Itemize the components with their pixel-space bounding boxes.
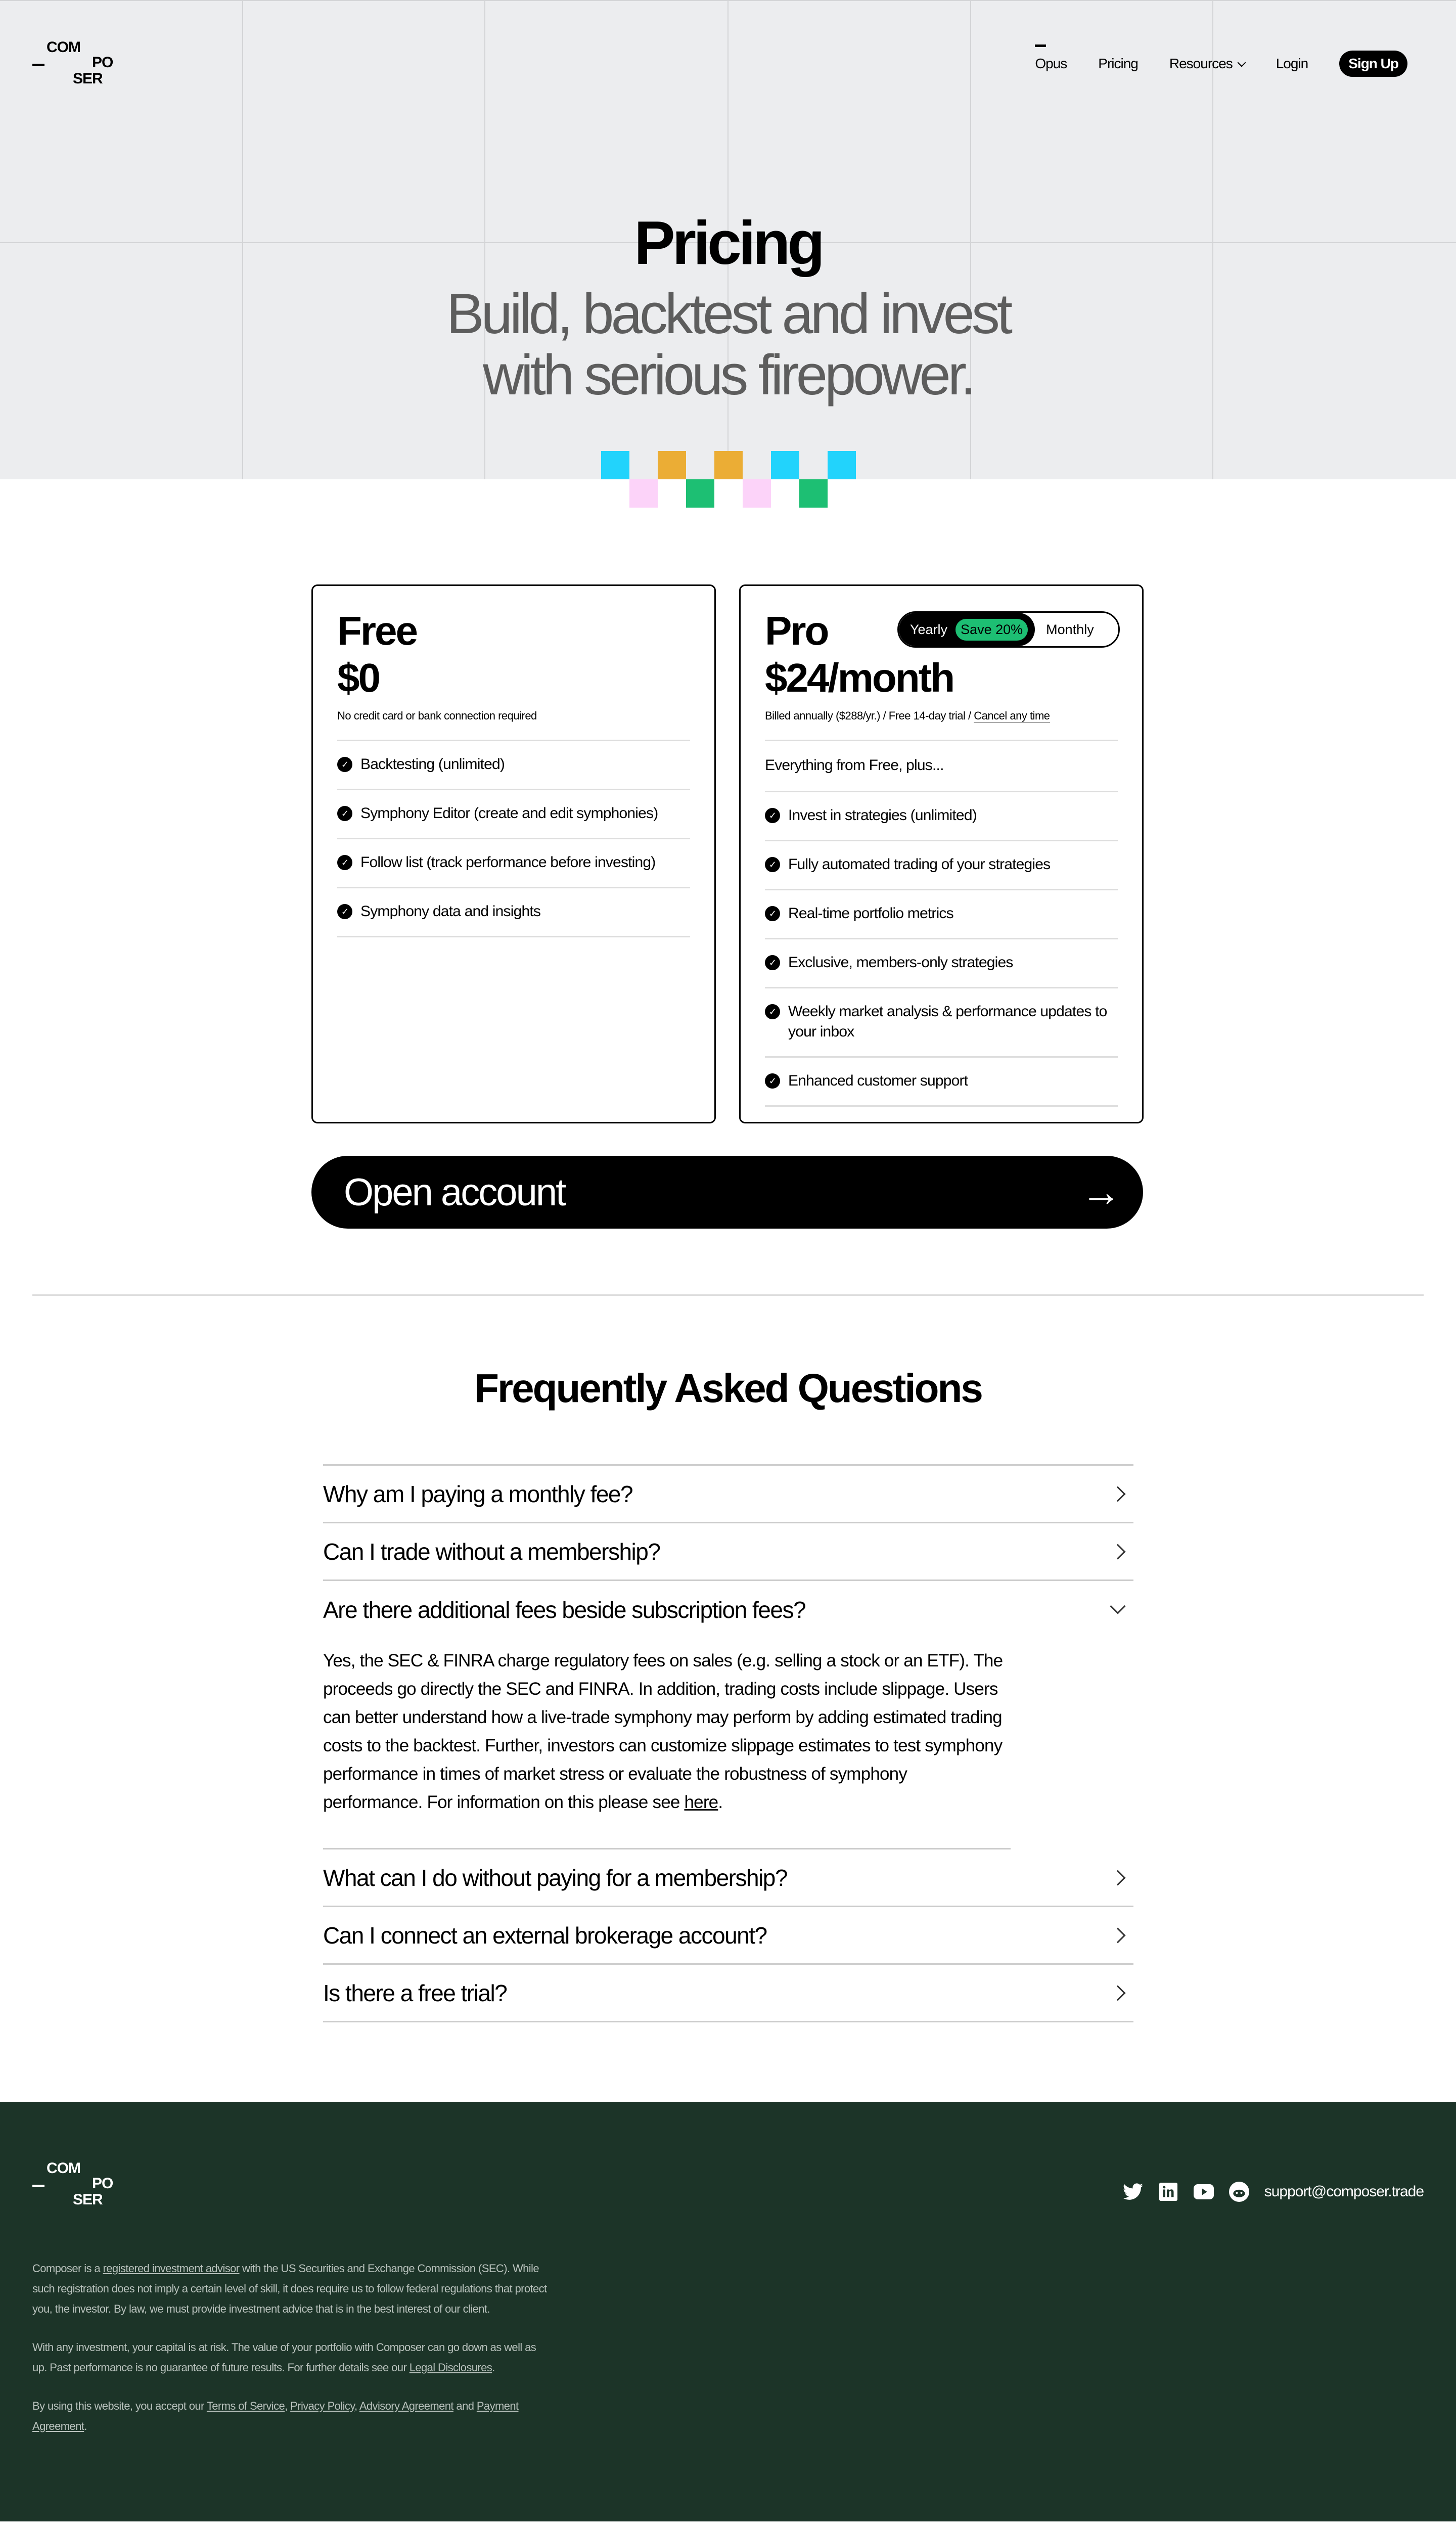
chevron-right-icon	[1110, 1985, 1125, 2001]
youtube-icon[interactable]	[1194, 2182, 1214, 2202]
payment-agreement-link[interactable]: Payment Agreement	[32, 2400, 519, 2432]
feature-item	[337, 839, 690, 888]
subtitle-line: Build, backtest and invest	[446, 282, 1010, 345]
faq-question[interactable]	[323, 1849, 1133, 1907]
feature-item	[765, 988, 1118, 1058]
linkedin-icon[interactable]	[1158, 2182, 1178, 2202]
feature-item	[765, 841, 1118, 890]
chevron-right-icon	[1110, 1927, 1125, 1943]
chevron-right-icon	[1110, 1486, 1125, 1502]
feature-label: Follow list (track performance before investing)	[360, 854, 656, 871]
chevron-down-icon	[1110, 1598, 1125, 1614]
registered-advisor-link[interactable]: registered investment advisor	[103, 2262, 240, 2275]
question-text: Can I trade without a membership?	[323, 1538, 660, 1565]
check-circle-icon: ✓	[337, 855, 352, 870]
feature-label: Invest in strategies (unlimited)	[788, 807, 977, 824]
twitter-icon[interactable]	[1123, 2182, 1143, 2202]
plan-note: No credit card or bank connection required	[337, 709, 690, 741]
feature-item	[765, 792, 1118, 841]
pixel-block	[629, 479, 658, 508]
pixel-block	[799, 479, 828, 508]
faq-question[interactable]	[323, 1466, 1133, 1523]
text: and	[453, 2400, 477, 2412]
grid-line	[0, 0, 1456, 1]
here-link[interactable]: here	[684, 1792, 718, 1812]
chevron-right-icon	[1110, 1544, 1125, 1559]
logo-text: SER	[73, 2191, 103, 2208]
text: ,	[285, 2400, 291, 2412]
feature-label: Backtesting (unlimited)	[360, 756, 505, 773]
feature-label: Fully automated trading of your strategies	[788, 856, 1051, 873]
feature-label: Symphony Editor (create and edit symphonies)	[360, 805, 658, 822]
text: Composer is a	[32, 2262, 103, 2275]
hero-section	[0, 0, 1456, 479]
feature-item	[765, 939, 1118, 988]
chevron-down-icon	[1237, 59, 1246, 67]
subtitle-line: with serious firepower.	[482, 343, 974, 407]
feature-item	[337, 741, 690, 790]
nav-login[interactable]: Login	[1276, 56, 1308, 71]
legal-paragraph	[32, 2337, 548, 2378]
plan-name: Pro	[765, 608, 828, 653]
logo-text: SER	[73, 70, 103, 87]
billing-toggle[interactable]	[897, 611, 1120, 648]
legal-disclosures-link[interactable]: Legal Disclosures	[409, 2361, 492, 2374]
logo-text: PO	[92, 2175, 113, 2192]
logo-dash	[32, 64, 44, 66]
question-text: Are there additional fees beside subscription fees?	[323, 1597, 806, 1623]
plan-name: Free	[337, 608, 417, 653]
open-account-label: Open account	[344, 1170, 565, 1214]
support-email-link[interactable]: support@composer.trade	[1264, 2183, 1424, 2200]
text: .	[84, 2420, 87, 2432]
logo-text: COM	[47, 2160, 80, 2177]
faq-title: Frequently Asked Questions	[474, 1366, 982, 1411]
footer-logo[interactable]	[32, 2157, 123, 2218]
check-circle-icon: ✓	[765, 1004, 780, 1019]
reddit-icon[interactable]	[1229, 2182, 1249, 2202]
arrow-right-icon: →	[1081, 1169, 1120, 1214]
signup-button[interactable]: Sign Up	[1339, 51, 1407, 77]
check-circle-icon: ✓	[765, 808, 780, 823]
check-circle-icon: ✓	[765, 906, 780, 921]
text: With any investment, your capital is at risk. The value of your portfolio with Composer can go down as well as up. Past performance is no guarantee of future results. For further details see our	[32, 2341, 536, 2374]
nav-resources-label: Resources	[1169, 56, 1233, 71]
feature-item	[337, 888, 690, 937]
intro-label: Everything from Free, plus...	[765, 757, 944, 774]
question-text: What can I do without paying for a membership?	[323, 1864, 787, 1891]
feature-item	[765, 1058, 1118, 1107]
open-account-button[interactable]	[311, 1156, 1143, 1229]
note-text: Billed annually ($288/yr.) / Free 14-day trial /	[765, 709, 974, 722]
faq-question[interactable]	[323, 1523, 1133, 1581]
check-circle-icon: ✓	[765, 955, 780, 970]
nav-opus[interactable]: Opus	[1035, 56, 1067, 71]
feature-label: Real-time portfolio metrics	[788, 905, 953, 922]
text: with the US Securities and Exchange Commission (SEC). While such registration does not imply a certain level of skill, it does require us to follow federal regulations that protect you, the investor. By law, we must provide investment advice that is in the best interest of our client.	[32, 2262, 547, 2315]
legal-text	[32, 2259, 548, 2436]
free-plan-card	[311, 584, 716, 1123]
nav-pricing[interactable]: Pricing	[1098, 56, 1138, 71]
yearly-label: Yearly	[910, 621, 948, 637]
check-circle-icon: ✓	[765, 857, 780, 872]
answer-end: .	[718, 1792, 723, 1812]
toggle-yearly[interactable]	[899, 613, 1035, 646]
faq-question[interactable]	[323, 1907, 1133, 1965]
pixel-block	[601, 451, 629, 479]
composer-logo[interactable]	[32, 36, 123, 97]
page-title: Pricing	[634, 208, 822, 277]
plan-price: $24/month	[765, 655, 954, 700]
faq-answer	[323, 1639, 1011, 1849]
check-circle-icon: ✓	[765, 1073, 780, 1089]
logo-text: PO	[92, 54, 113, 71]
chevron-right-icon	[1110, 1870, 1125, 1885]
feature-label: Weekly market analysis & performance updates to your inbox	[788, 1003, 1107, 1040]
terms-link[interactable]: Terms of Service	[206, 2400, 285, 2412]
faq-question[interactable]	[323, 1965, 1133, 2022]
feature-item	[765, 890, 1118, 939]
text: ,	[354, 2400, 359, 2412]
pixel-block	[714, 451, 743, 479]
text: .	[492, 2361, 495, 2374]
cancel-any-time-link[interactable]: Cancel any time	[974, 709, 1050, 722]
question-text: Is there a free trial?	[323, 1979, 507, 2006]
plan-note	[765, 709, 1118, 741]
plan-price: $0	[337, 655, 379, 700]
logo-dash	[32, 2185, 44, 2187]
pixel-block	[771, 451, 799, 479]
legal-paragraph	[32, 2396, 548, 2436]
feature-label: Exclusive, members-only strategies	[788, 954, 1013, 971]
social-links	[1123, 2182, 1424, 2202]
advisory-agreement-link[interactable]: Advisory Agreement	[359, 2400, 453, 2412]
toggle-monthly[interactable]: Monthly	[1046, 621, 1094, 637]
answer-text: Yes, the SEC & FINRA charge regulatory fees on sales (e.g. selling a stock or an ETF). The proceeds go directly the SEC and FINRA. In addition, trading costs include slippage. Users can better understand how a live-trade symphony may perform by adding estimated trading costs to the backtest. Further, investors can customize slippage estimates to test symphony performance in times of market stress or evaluate the robustness of symphony performance. For information on this please see	[323, 1651, 1003, 1812]
text: By using this website, you accept our	[32, 2400, 207, 2412]
pro-plan-card	[739, 584, 1144, 1123]
privacy-link[interactable]: Privacy Policy	[290, 2400, 355, 2412]
check-circle-icon: ✓	[337, 806, 352, 821]
feature-label: Symphony data and insights	[360, 903, 541, 920]
page-subtitle	[0, 283, 1456, 405]
pixel-block	[686, 479, 714, 508]
feature-item	[337, 790, 690, 839]
save-badge: Save 20%	[956, 619, 1028, 641]
question-text: Why am I paying a monthly fee?	[323, 1480, 633, 1507]
footer	[0, 2102, 1456, 2521]
pixel-block	[828, 451, 856, 479]
nav-resources[interactable]	[1169, 56, 1245, 72]
legal-paragraph	[32, 2259, 548, 2319]
section-divider	[32, 1294, 1424, 1296]
faq-question-expanded[interactable]	[323, 1581, 1133, 1639]
feature-intro	[765, 741, 1118, 792]
check-circle-icon: ✓	[337, 757, 352, 772]
check-circle-icon: ✓	[337, 904, 352, 919]
pixel-block	[743, 479, 771, 508]
logo-text: COM	[47, 39, 80, 56]
question-text: Can I connect an external brokerage account?	[323, 1922, 767, 1949]
top-nav	[1035, 51, 1407, 77]
feature-label: Enhanced customer support	[788, 1072, 968, 1089]
faq-list	[323, 1464, 1133, 2022]
pixel-block	[658, 451, 686, 479]
